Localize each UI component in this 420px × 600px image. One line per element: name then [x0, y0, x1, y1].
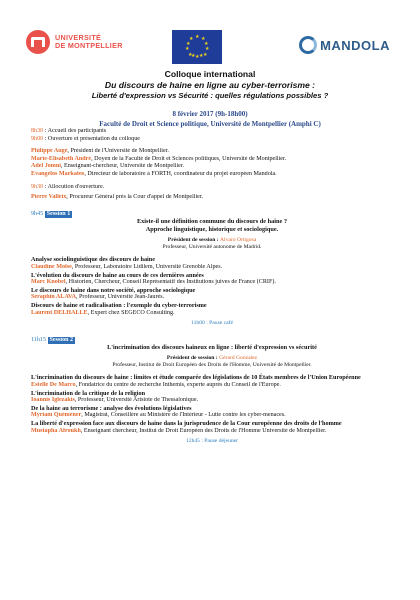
- speaker-line: Adel Jomni, Enseignant-chercheur, Université de Montpellier.: [31, 163, 185, 170]
- speaker-line: Laurent DELHALLE, Expert chez SEGECO Consulting.: [31, 309, 175, 316]
- university-name-line1: UNIVERSITÉ: [55, 32, 102, 42]
- title-line-3: Liberté d'expression vs Sécurité : quelles régulations possibles ?: [91, 91, 329, 100]
- date-venue: [0, 110, 420, 129]
- session-president: Président de session : Gérard Gonzalez: [166, 354, 258, 361]
- schedule-item: 9h00 : Ouverture et présentation du colloque: [31, 135, 140, 142]
- speaker-line: Mustapha Afroukh, Enseignant chercheur, Institut de Droit Européen des Droits de l'Homme Université de Montpellier.: [31, 427, 327, 434]
- lunch-break: 12h45 : Pause déjeuner: [185, 438, 239, 445]
- talk-title: La liberté d'expression face aux discours de haine dans la jurisprudence de la Cour européenne des droits de l'homme: [31, 419, 342, 427]
- talk-title: L'incrimination de la critique de la religion: [31, 389, 146, 397]
- event-date: 8 février 2017 (9h-18h00): [172, 110, 248, 118]
- speaker-line: Evangelos Markatos, Directeur de laboratoire à FORTH, coordinateur du projet européen Mandola.: [31, 170, 277, 177]
- logo-bar: [26, 30, 396, 64]
- session-president: Président de session : Alvaro Ortigosa: [167, 236, 257, 243]
- session-badge: Session 2: [49, 336, 74, 343]
- university-logo: [26, 30, 123, 54]
- title-line-2: Du discours de haine en ligne au cyber-terrorisme :: [104, 80, 316, 90]
- speaker-line: Ioannis Iglezakis, Professeur, Université Aristote de Thessalonique.: [31, 397, 199, 404]
- program-content: [31, 128, 393, 446]
- speaker-line: Marc Knobel, Historien, Chercheur, Conseil Représentatif des Institutions juives de France (CRIF).: [31, 279, 276, 286]
- talk-title: L'incrimination du discours de haine : limites et étude comparée des législations de 10 États membres de l'Union Européenne: [31, 374, 361, 382]
- title-line-1: Colloque international: [164, 69, 256, 79]
- speaker-line: Philippe Augé, Président de l'Université de Montpellier.: [31, 148, 169, 155]
- colloquium-title: [20, 69, 400, 101]
- schedule-item: 8h30 : Accueil des participants: [31, 128, 107, 134]
- speaker-line: Estelle De Marco, Fondatrice du centre de recherche Inthemis, experte auprès du Conseil de l'Europe.: [31, 381, 281, 388]
- speaker-line: Pierre Valleix, Procureur Général près la Cour d'appel de Montpellier.: [31, 194, 204, 201]
- talk-title: De la haine au terrorisme : analyse des évolutions législatives: [31, 404, 192, 412]
- speaker-line: Myriam Quéméner, Magistrat, Conseillère au Ministère de l'Intérieur - Lutte contre les cyber-menaces.: [31, 412, 286, 419]
- president-affiliation: Professeur, Université autonome de Madrid.: [162, 244, 262, 251]
- speaker-line: Claudine Moïse, Professeur, Laboratoire Lidilem, Université Grenoble Alpes.: [31, 263, 223, 270]
- talk-title: Analyse sociolinguistique des discours de haine: [31, 256, 155, 264]
- speaker-line: Marie-Elisabeth André, Doyen de la Faculté de Droit et Sciences politiques, Université de Montpellier.: [31, 155, 287, 162]
- university-emblem-icon: [26, 30, 50, 54]
- session-subtitle: Approche linguistique, historique et sociologique.: [145, 226, 279, 234]
- session-2-header: 11h15 Session 2: [31, 336, 74, 343]
- session-badge: Session 1: [46, 210, 71, 217]
- eu-flag-icon: ★ ★ ★ ★ ★ ★ ★ ★ ★ ★ ★ ★: [172, 30, 222, 64]
- talk-title: L'évolution du discours de haine au cours de ces dernières années: [31, 271, 204, 279]
- talk-title: Le discours de haine dans notre société, approche sociologique: [31, 286, 196, 294]
- session-title: Existe-il une définition commune du discours de haine ?: [136, 218, 288, 226]
- speaker-line: Séraphin ALAVA, Professeur, Université Jean-Jaurès.: [31, 294, 165, 301]
- coffee-break: 11h00 : Pause café: [191, 320, 233, 327]
- mandola-emblem-icon: [299, 36, 317, 54]
- president-affiliation: Professeur, Institut de Droit Européen des Droits de l'Homme, Université de Montpellier.: [112, 362, 312, 369]
- mandola-logo: [299, 36, 390, 54]
- university-name-line2: DE MONTPELLIER: [55, 41, 123, 50]
- talk-title: Discours de haine et radicalisation : l'exemple du cyber-terrorisme: [31, 301, 207, 309]
- mandola-logo-text: MANDOLA: [320, 37, 390, 53]
- session-title: L'incrimination des discours haineux en ligne : liberté d'expression vs sécurité: [107, 344, 317, 352]
- schedule-item: 9h30 : Allocution d'ouverture.: [31, 183, 105, 190]
- event-venue: Faculté de Droit et Science politique, Université de Montpellier (Amphi C): [99, 119, 321, 128]
- session-1-header: 9h45 Session 1: [31, 210, 71, 217]
